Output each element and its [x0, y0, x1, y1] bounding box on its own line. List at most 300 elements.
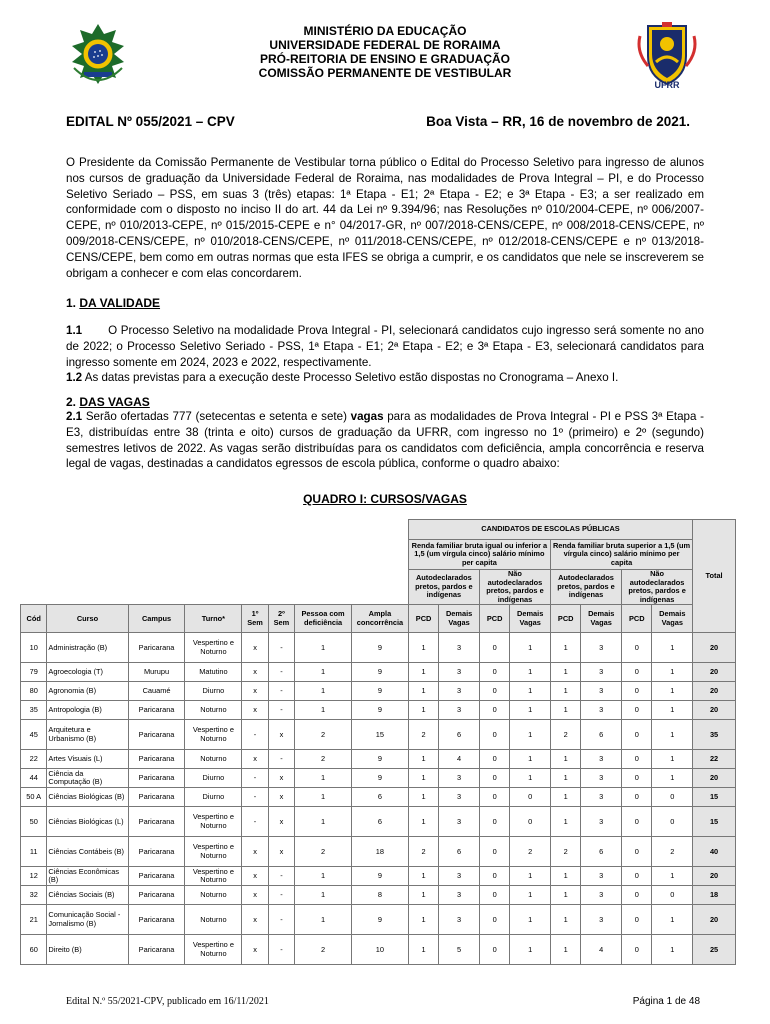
table-cell: 1: [550, 701, 580, 720]
table-cell: 18: [693, 886, 736, 905]
table-row: [21, 682, 736, 701]
header-line-proreitoria: PRÓ-REITORIA DE ENSINO E GRADUAÇÃO: [259, 52, 511, 66]
table-cell: Paricarana: [128, 750, 185, 769]
table-cell: 2: [295, 935, 352, 965]
group-header-public-schools: CANDIDATOS DE ESCOLAS PÚBLICAS: [408, 520, 692, 540]
table-cell: 6: [581, 720, 622, 750]
col-sem2: 2º Sem: [268, 605, 294, 633]
section-2-title: DAS VAGAS: [79, 395, 150, 409]
table-cell: Noturno: [185, 905, 242, 935]
table-cell: 2: [550, 837, 580, 867]
table-cell: -: [268, 867, 294, 886]
table-cell: Paricarana: [128, 867, 185, 886]
table-cell: 2: [652, 837, 693, 867]
table-cell: 0: [479, 867, 509, 886]
table-cell: 0: [622, 633, 652, 663]
table-row: [21, 788, 736, 807]
table-cell: Noturno: [185, 886, 242, 905]
table-cell: 1: [295, 867, 352, 886]
table-cell: 60: [21, 935, 47, 965]
header-renda-high: Renda familiar bruta superior a 1,5 (um vírgula cinco) salário mínimo per capita: [550, 540, 692, 570]
table-cell: x: [242, 682, 268, 701]
table-cell: -: [268, 663, 294, 682]
table-cell: Noturno: [185, 750, 242, 769]
col-turno: Turno*: [185, 605, 242, 633]
table-cell: 1: [550, 788, 580, 807]
table-cell: 0: [622, 837, 652, 867]
table-cell: 0: [622, 769, 652, 788]
table-cell: 25: [693, 935, 736, 965]
table-cell: Vespertino e Noturno: [185, 807, 242, 837]
col-demais-1: Demais Vagas: [439, 605, 480, 633]
table-cell: 9: [351, 905, 408, 935]
table-cell: 3: [581, 905, 622, 935]
table-cell: 0: [622, 867, 652, 886]
table-cell: -: [268, 701, 294, 720]
table-cell: -: [268, 682, 294, 701]
table-cell: x: [242, 633, 268, 663]
table-cell: Antropologia (B): [47, 701, 128, 720]
table-cell: Comunicação Social - Jornalismo (B): [47, 905, 128, 935]
table-cell: 1: [652, 769, 693, 788]
table-cell: 0: [479, 837, 509, 867]
table-cell: 3: [581, 807, 622, 837]
table-cell: -: [242, 720, 268, 750]
item-2-1-bold: vagas: [350, 410, 384, 423]
table-cell: 1: [408, 886, 438, 905]
table-cell: 0: [622, 886, 652, 905]
table-cell: Noturno: [185, 701, 242, 720]
table-cell: 3: [439, 682, 480, 701]
table-cell: 0: [479, 935, 509, 965]
edital-date: Boa Vista – RR, 16 de novembro de 2021.: [426, 114, 690, 129]
table-cell: -: [242, 807, 268, 837]
table-cell: 0: [622, 905, 652, 935]
table-cell: 0: [622, 750, 652, 769]
col-ampla: Ampla concorrência: [351, 605, 408, 633]
table-cell: -: [268, 886, 294, 905]
table-cell: 3: [439, 867, 480, 886]
table-cell: 0: [479, 769, 509, 788]
table-cell: 6: [439, 720, 480, 750]
col-pcd-1: PCD: [408, 605, 438, 633]
table-cell: 1: [295, 769, 352, 788]
table-cell: 1: [510, 701, 551, 720]
table-cell: x: [242, 837, 268, 867]
footer-page-number: Página 1 de 48: [632, 996, 700, 1007]
table-cell: 20: [693, 867, 736, 886]
col-pcd-3: PCD: [550, 605, 580, 633]
table-cell: 8: [351, 886, 408, 905]
table-cell: 50: [21, 807, 47, 837]
table-cell: 0: [622, 663, 652, 682]
table-cell: 80: [21, 682, 47, 701]
table-cell: 1: [295, 701, 352, 720]
table-cell: 3: [581, 769, 622, 788]
table-cell: 9: [351, 867, 408, 886]
table-cell: 11: [21, 837, 47, 867]
table-cell: 1: [295, 905, 352, 935]
table-cell: 3: [581, 701, 622, 720]
table-cell: Vespertino e Noturno: [185, 867, 242, 886]
table-cell: 1: [550, 682, 580, 701]
table-cell: Direito (B): [47, 935, 128, 965]
col-demais-3: Demais Vagas: [581, 605, 622, 633]
table-cell: Paricarana: [128, 807, 185, 837]
table-cell: 1: [510, 663, 551, 682]
table-cell: 3: [581, 788, 622, 807]
table-cell: 0: [652, 807, 693, 837]
table-cell: Diurno: [185, 682, 242, 701]
table-cell: 6: [581, 837, 622, 867]
table-cell: Paricarana: [128, 769, 185, 788]
table-cell: 1: [295, 633, 352, 663]
header-auto-low: Autodeclarados pretos, pardos e indígenas: [408, 570, 479, 605]
table-cell: 1: [408, 867, 438, 886]
table-cell: Agroecologia (T): [47, 663, 128, 682]
table-cell: 22: [21, 750, 47, 769]
item-1-2-text: As datas previstas para a execução deste Processo Seletivo estão dispostas no Cronograma – Anexo I.: [84, 371, 619, 384]
table-cell: 1: [408, 788, 438, 807]
col-campus: Campus: [128, 605, 185, 633]
table-cell: 3: [439, 633, 480, 663]
table-row: [21, 935, 736, 965]
table-cell: x: [268, 788, 294, 807]
header-nao-auto-low: Não autodeclarados pretos, pardos e indígenas: [479, 570, 550, 605]
table-cell: 1: [510, 720, 551, 750]
table-cell: Diurno: [185, 788, 242, 807]
table-cell: 1: [408, 633, 438, 663]
item-1-1-text: O Processo Seletivo na modalidade Prova Integral - PI, selecionará candidatos cujo ingresso será somente no ano de 2022; o Processo Seletivo Seriado - PSS, 1ª Etapa - E1; 2ª Etapa - E2; e 3ª Etapa - E3, selecionará candidatos para ingresso somente em 2024, 2023 e 2022, respectivamente.: [66, 324, 704, 369]
table-cell: Matutino: [185, 663, 242, 682]
table-cell: 44: [21, 769, 47, 788]
table-cell: 2: [295, 720, 352, 750]
table-row: [21, 867, 736, 886]
courses-vacancies-table: [20, 519, 736, 965]
table-cell: Cauamé: [128, 682, 185, 701]
table-cell: 1: [510, 886, 551, 905]
table-cell: 3: [581, 867, 622, 886]
table-row: [21, 633, 736, 663]
table-cell: 2: [510, 837, 551, 867]
table-cell: 0: [479, 807, 509, 837]
table-cell: Paricarana: [128, 935, 185, 965]
table-cell: 0: [479, 886, 509, 905]
table-cell: 20: [693, 769, 736, 788]
col-curso: Curso: [47, 605, 128, 633]
table-cell: x: [242, 905, 268, 935]
table-cell: 1: [652, 935, 693, 965]
table-cell: Paricarana: [128, 720, 185, 750]
table-cell: 79: [21, 663, 47, 682]
table-cell: Ciências Biológicas (L): [47, 807, 128, 837]
table-cell: 1: [550, 633, 580, 663]
table-cell: 1: [652, 663, 693, 682]
table-cell: -: [268, 750, 294, 769]
table-cell: 1: [652, 750, 693, 769]
table-cell: x: [242, 750, 268, 769]
table-cell: 0: [622, 807, 652, 837]
table-cell: 0: [652, 788, 693, 807]
table-cell: -: [242, 769, 268, 788]
table-cell: 6: [439, 837, 480, 867]
table-cell: 1: [295, 663, 352, 682]
table-cell: 1: [652, 720, 693, 750]
table-cell: 1: [510, 769, 551, 788]
table-cell: 20: [693, 701, 736, 720]
table-row: [21, 886, 736, 905]
table-cell: 20: [693, 682, 736, 701]
table-row: [21, 905, 736, 935]
edital-number: EDITAL Nº 055/2021 – CPV: [66, 114, 235, 129]
table-cell: 1: [550, 905, 580, 935]
quadro-title: QUADRO I: CURSOS/VAGAS: [303, 492, 467, 506]
table-cell: 1: [510, 905, 551, 935]
table-cell: 9: [351, 633, 408, 663]
table-cell: 1: [550, 867, 580, 886]
table-cell: 1: [408, 935, 438, 965]
table-cell: 9: [351, 663, 408, 682]
section-1-title: DA VALIDADE: [79, 296, 161, 310]
table-cell: 1: [510, 867, 551, 886]
table-cell: x: [268, 769, 294, 788]
table-cell: 50 A: [21, 788, 47, 807]
item-2-1-pre: Serão ofertadas 777 (setecentas e setenta e sete): [85, 410, 347, 423]
table-cell: x: [242, 886, 268, 905]
table-cell: 1: [510, 750, 551, 769]
table-cell: Vespertino e Noturno: [185, 935, 242, 965]
section-1-heading: [66, 296, 160, 310]
table-cell: 32: [21, 886, 47, 905]
table-cell: 1: [652, 905, 693, 935]
table-cell: 1: [408, 905, 438, 935]
table-cell: Vespertino e Noturno: [185, 720, 242, 750]
table-cell: 2: [295, 750, 352, 769]
section-2-heading: [66, 395, 150, 409]
table-cell: 0: [622, 720, 652, 750]
table-cell: 9: [351, 701, 408, 720]
table-cell: -: [268, 633, 294, 663]
table-cell: -: [242, 788, 268, 807]
table-cell: 20: [693, 633, 736, 663]
table-cell: Paricarana: [128, 788, 185, 807]
table-row: [21, 663, 736, 682]
table-cell: 2: [550, 720, 580, 750]
table-cell: 1: [295, 682, 352, 701]
table-cell: 1: [510, 935, 551, 965]
table-cell: Ciências Econômicas (B): [47, 867, 128, 886]
item-1-1: [66, 323, 704, 370]
table-cell: 1: [408, 769, 438, 788]
item-1-1-number: 1.1: [66, 324, 83, 337]
intro-paragraph: O Presidente da Comissão Permanente de Vestibular torna público o Edital do Processo Seletivo para ingresso de alunos nos cursos de graduação da Universidade Federal de Roraima, nas modalidades de Prova Integral – PI, e do Processo Seletivo Seriado – PSS, em suas 3 (três) etapas: 1ª Etapa - E1; 2ª Etapa - E2; e 3ª Etapa - E3; a ser realizado em conformidade com o disposto no inciso II do art. 44 da Lei nº 9.394/96; nas Resoluções nº 010/2004-CEPE, nº 006/2007-CEPE, nº 010/2013-CEPE, nº 015/2015-CEPE e n° 04/2017-GR, nº 007/2018-CENS/CEPE, nº 008/2018-CENS/CEPE, nº 009/2018-CENS/CEPE, nº 010/2018-CENS/CEPE, nº 011/2018-CENS/CEPE, nº 012/2018-CENS/CEPE e nº 013/2018-CENS/CEPE, bem como em outras normas que esta IFES se obriga a cumprir, e os candidatos que nele se inscreverem se obrigam a conhecer e com elas concordarem.: [66, 156, 704, 280]
table-cell: 3: [439, 663, 480, 682]
table-cell: 0: [622, 935, 652, 965]
table-cell: -: [268, 935, 294, 965]
ufrr-logo-label: UFRR: [654, 80, 680, 90]
table-cell: 1: [295, 807, 352, 837]
table-cell: 4: [581, 935, 622, 965]
table-cell: 3: [439, 769, 480, 788]
table-cell: 0: [479, 682, 509, 701]
item-1-2-number: 1.2: [66, 371, 83, 384]
table-row: [21, 750, 736, 769]
table-cell: 9: [351, 750, 408, 769]
table-cell: 0: [479, 663, 509, 682]
table-cell: x: [242, 663, 268, 682]
table-cell: 1: [652, 633, 693, 663]
table-body: [21, 633, 736, 965]
table-row: [21, 807, 736, 837]
table-cell: 22: [693, 750, 736, 769]
table-cell: 10: [351, 935, 408, 965]
table-cell: x: [242, 867, 268, 886]
table-cell: 2: [295, 837, 352, 867]
section-1-number: 1.: [66, 296, 77, 310]
table-cell: 3: [581, 886, 622, 905]
table-cell: 1: [550, 886, 580, 905]
table-cell: 0: [479, 750, 509, 769]
table-cell: 0: [510, 807, 551, 837]
table-row: [21, 837, 736, 867]
table-cell: x: [268, 807, 294, 837]
table-cell: 1: [510, 682, 551, 701]
col-pessoa-deficiencia: Pessoa com deficiência: [295, 605, 352, 633]
table-cell: x: [242, 701, 268, 720]
table-cell: 1: [550, 663, 580, 682]
table-cell: 1: [408, 750, 438, 769]
table-cell: Vespertino e Noturno: [185, 633, 242, 663]
table-cell: 3: [581, 663, 622, 682]
brasao-republica-emblem: [66, 22, 130, 86]
table-cell: 1: [295, 886, 352, 905]
table-cell: 1: [652, 701, 693, 720]
table-cell: 3: [581, 750, 622, 769]
table-cell: 3: [439, 807, 480, 837]
table-cell: 15: [693, 807, 736, 837]
table-cell: 10: [21, 633, 47, 663]
table-cell: x: [268, 837, 294, 867]
table-cell: Ciências Sociais (B): [47, 886, 128, 905]
table-row: [21, 701, 736, 720]
table-cell: Paricarana: [128, 633, 185, 663]
col-demais-2: Demais Vagas: [510, 605, 551, 633]
table-cell: Diurno: [185, 769, 242, 788]
col-pcd-4: PCD: [622, 605, 652, 633]
table-cell: 1: [550, 769, 580, 788]
table-cell: 6: [351, 807, 408, 837]
table-cell: 35: [693, 720, 736, 750]
table-cell: 3: [439, 886, 480, 905]
table-cell: Arquitetura e Urbanismo (B): [47, 720, 128, 750]
table-cell: 1: [510, 633, 551, 663]
table-cell: Paricarana: [128, 886, 185, 905]
table-cell: Ciências Contábeis (B): [47, 837, 128, 867]
table-cell: 1: [408, 682, 438, 701]
table-cell: 0: [479, 788, 509, 807]
table-cell: Artes Visuais (L): [47, 750, 128, 769]
table-cell: 20: [693, 905, 736, 935]
item-2-1-number: 2.1: [66, 410, 83, 423]
table-cell: 21: [21, 905, 47, 935]
header-line-ministry: MINISTÉRIO DA EDUCAÇÃO: [303, 24, 467, 38]
header-nao-auto-high: Não autodeclarados pretos, pardos e indígenas: [622, 570, 693, 605]
item-2-1: [66, 409, 704, 472]
table-cell: 1: [652, 682, 693, 701]
table-cell: 45: [21, 720, 47, 750]
header-auto-high: Autodeclarados pretos, pardos e indígenas: [550, 570, 621, 605]
table-cell: 15: [351, 720, 408, 750]
table-cell: 6: [351, 788, 408, 807]
table-cell: 0: [510, 788, 551, 807]
table-cell: 0: [479, 633, 509, 663]
col-total: Total: [693, 520, 736, 633]
table-cell: Murupu: [128, 663, 185, 682]
table-cell: 1: [652, 867, 693, 886]
table-cell: -: [268, 905, 294, 935]
header-renda-low: Renda familiar bruta igual ou inferior a 1,5 (um vírgula cinco) salário mínimo per capita: [408, 540, 550, 570]
table-cell: 0: [622, 682, 652, 701]
table-cell: 3: [581, 682, 622, 701]
table-cell: 0: [479, 720, 509, 750]
table-cell: 0: [652, 886, 693, 905]
table-cell: Agronomia (B): [47, 682, 128, 701]
table-cell: 12: [21, 867, 47, 886]
table-cell: Paricarana: [128, 905, 185, 935]
table-cell: 15: [693, 788, 736, 807]
table-cell: 1: [550, 935, 580, 965]
table-cell: 0: [479, 905, 509, 935]
table-cell: x: [242, 935, 268, 965]
table-cell: 2: [408, 837, 438, 867]
item-1-2: [66, 370, 704, 386]
table-cell: x: [268, 720, 294, 750]
table-cell: 40: [693, 837, 736, 867]
table-cell: 1: [550, 807, 580, 837]
table-cell: 3: [581, 633, 622, 663]
table-cell: Paricarana: [128, 701, 185, 720]
table-row: [21, 769, 736, 788]
footer-publication: Edital N.º 55/2021-CPV, publicado em 16/11/2021: [66, 996, 269, 1007]
col-pcd-2: PCD: [479, 605, 509, 633]
table-cell: 20: [693, 663, 736, 682]
table-cell: 0: [622, 701, 652, 720]
header-line-university: UNIVERSIDADE FEDERAL DE RORAIMA: [269, 38, 501, 52]
table-cell: 35: [21, 701, 47, 720]
table-cell: 1: [295, 788, 352, 807]
table-cell: Administração (B): [47, 633, 128, 663]
table-cell: Vespertino e Noturno: [185, 837, 242, 867]
table-cell: 3: [439, 701, 480, 720]
table-cell: 1: [408, 807, 438, 837]
table-cell: 0: [479, 701, 509, 720]
table-cell: 0: [622, 788, 652, 807]
col-cod: Cód: [21, 605, 47, 633]
header-line-commission: COMISSÃO PERMANENTE DE VESTIBULAR: [258, 66, 512, 80]
table-cell: Ciência da Computação (B): [47, 769, 128, 788]
table-cell: 5: [439, 935, 480, 965]
table-cell: 2: [408, 720, 438, 750]
institution-header: [200, 24, 570, 80]
table-cell: 4: [439, 750, 480, 769]
col-sem1: 1º Sem: [242, 605, 268, 633]
table-row: [21, 720, 736, 750]
table-cell: 3: [439, 905, 480, 935]
table-cell: Paricarana: [128, 837, 185, 867]
table-cell: Ciências Biológicas (B): [47, 788, 128, 807]
table-cell: 1: [408, 701, 438, 720]
table-cell: 18: [351, 837, 408, 867]
